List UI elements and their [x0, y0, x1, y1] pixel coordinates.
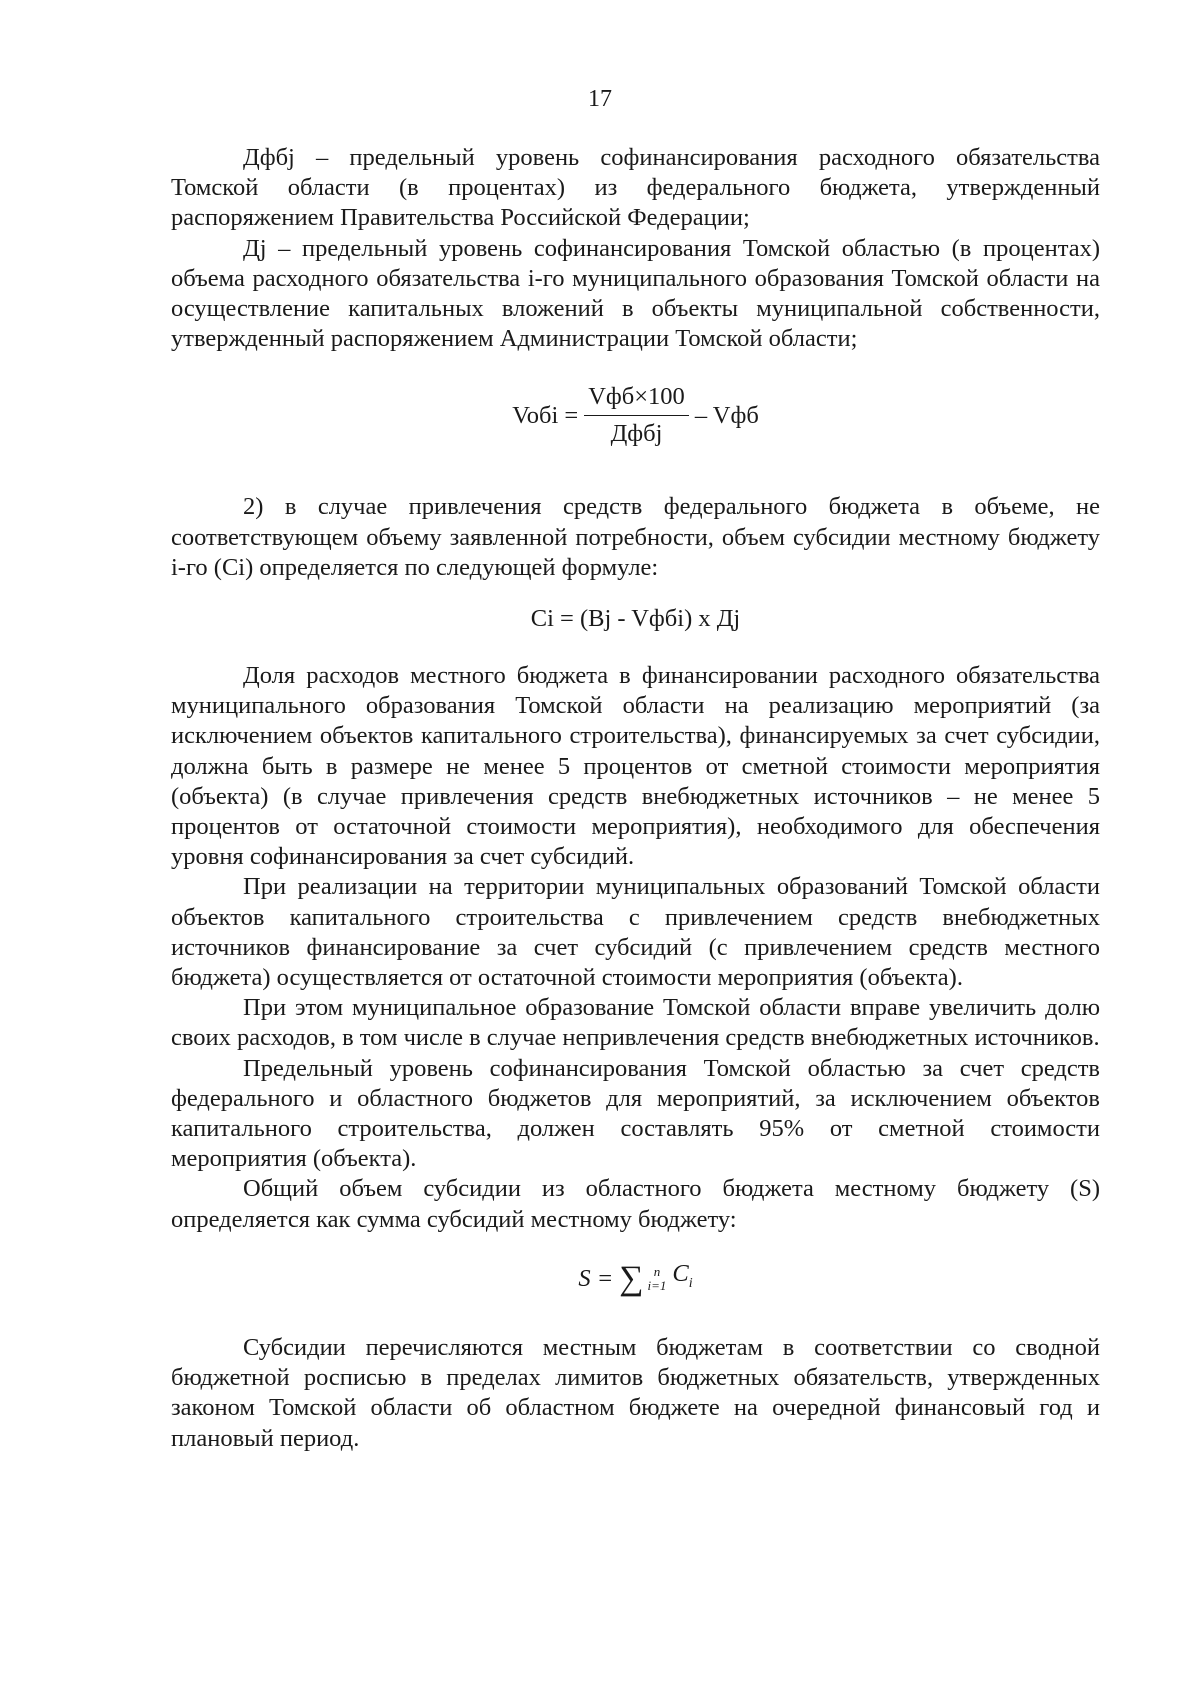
- page-number: 17: [588, 86, 612, 112]
- formula-vobi-fraction: [584, 382, 689, 449]
- formula-vobi-numerator: Vфб×100: [584, 382, 689, 416]
- formula-vobi-lhs: Voбi =: [512, 401, 579, 429]
- paragraph-transfer: Субсидии перечисляются местным бюджетам в соответствии со сводной бюджетной росписью в пределах лимитов бюджетных обязательств, утвержденных законом Томской области об областном бюджете на очередной финансовый год и плановый период.: [171, 1333, 1100, 1452]
- sum-term: [672, 1259, 692, 1299]
- sum-upper-limit: n: [653, 1263, 661, 1279]
- paragraph-dfbj-definition: Дфбj – предельный уровень софинансирования расходного обязательства Томской области (в процентах) из федерального бюджета, утвержденный распоряжением Правительства Российской Федерации;: [171, 144, 1100, 232]
- formula-vobi: [171, 382, 1100, 460]
- document-body: [171, 143, 1100, 1454]
- sigma-symbol: ∑: [619, 1259, 644, 1297]
- paragraph-total-subsidy: Общий объем субсидии из областного бюджета местному бюджету (S) определяется как сумма субсидий местному бюджету:: [171, 1175, 1100, 1233]
- paragraph-local-share: Доля расходов местного бюджета в финансировании расходного обязательства муниципального образования Томской области на реализацию мероприятий (за исключением объектов капитального строительства), финансируемых за счет субсидии, должна быть в размере не менее 5 процентов от сметной стоимости мероприятия (объекта) (в случае привлечения средств внебюджетных источников – не менее 5 процентов от остаточной стоимости мероприятия), необходимого для обеспечения уровня софинансирования за счет субсидий.: [171, 662, 1100, 871]
- formula-ci: Ci = (Bj - Vфбi) x Дj: [530, 605, 741, 633]
- formula-vobi-denominator: Дфбj: [610, 420, 663, 448]
- paragraph-capital-construction: При реализации на территории муниципальных образований Томской области объектов капитального строительства с привлечением средств внебюджетных источников финансирование за счет субсидий (с привлечением средств местного бюджета) осуществляется от остаточной стоимости мероприятия (объекта).: [171, 873, 1100, 992]
- sum-term-subscript: i: [688, 1275, 693, 1291]
- sum-lower-limit: i=1: [647, 1277, 667, 1293]
- paragraph-increase-share: При этом муниципальное образование Томской области вправе увеличить долю своих расходов, в том числе в случае непривлечения средств внебюджетных источников.: [171, 994, 1100, 1052]
- paragraph-case-2: 2) в случае привлечения средств федерального бюджета в объеме, не соответствующем объему заявленной потребности, объем субсидии местному бюджету i-го (Ci) определяется по следующей формуле:: [171, 493, 1100, 581]
- formula-sum-s: [171, 1259, 1100, 1303]
- formula-vobi-rhs: – Vфб: [694, 401, 759, 429]
- paragraph-dj-definition: Дj – предельный уровень софинансирования Томской областью (в процентах) объема расходного обязательства i-го муниципального образования Томской области на осуществление капитальных вложений в объекты муниципальной собственности, утвержденный распоряжением Администрации Томской области;: [171, 234, 1100, 353]
- sum-limits: [648, 1265, 667, 1293]
- sum-term-symbol: C: [672, 1259, 689, 1287]
- formula-sum-lhs: S =: [578, 1264, 614, 1292]
- paragraph-max-level: Предельный уровень софинансирования Томской областью за счет средств федерального и областного бюджетов для мероприятий, за исключением объектов капитального строительства, должен составлять 95% от сметной стоимости мероприятия (объекта).: [171, 1054, 1100, 1173]
